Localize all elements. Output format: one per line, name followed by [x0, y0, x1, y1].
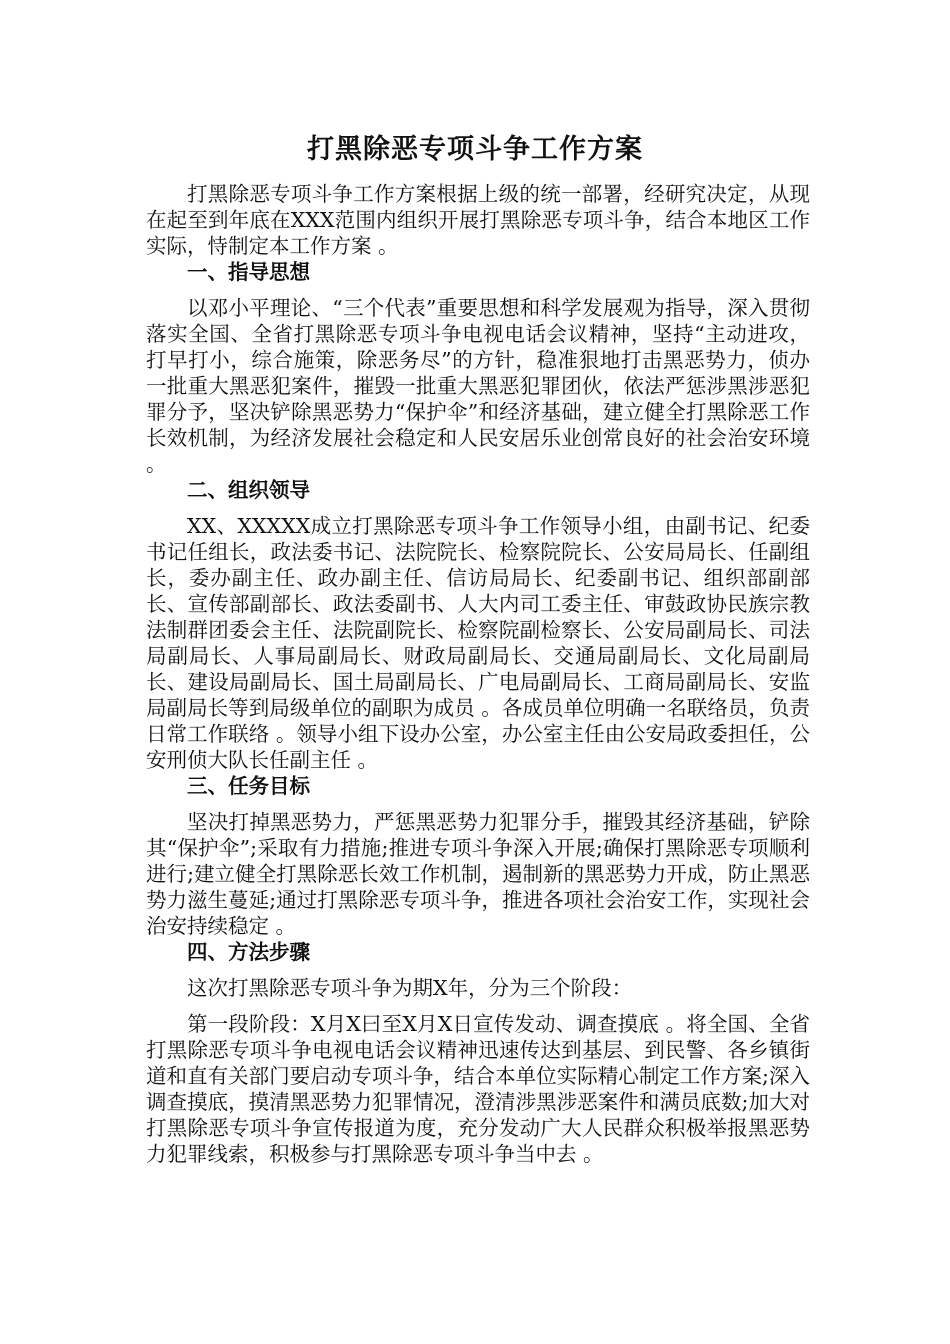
section-paragraph-steps-intro: 这次打黑除恶专项斗争为期X年，分为三个阶段：	[187, 976, 633, 1000]
section-heading-goals: 三、任务目标	[187, 774, 310, 798]
section-heading-steps: 四、方法步骤	[187, 940, 310, 964]
section-paragraph-guiding-thought: 以邓小平理论、“三个代表”重要思想和科学发展观为指导，深入贯彻落实全国、全省打黑除恶专项斗争电视电话会议精神，坚持“主动进攻，打早打小，综合施策，除恶务尽”的方针，稳准狠地打击黑恶势力，侦办一批重大黑恶犯案件，摧毁一批重大黑恶犯罪团伙，依法严惩涉黑涉恶犯罪分予，坚决铲除黑恶势力“保护伞”和经济基础，建立健全打黑除恶工作长效机制，为经济发展社会稳定和人民安居乐业创常良好的社会治安环境 。	[146, 296, 810, 476]
section-heading-organization: 二、组织领导	[187, 478, 310, 502]
section-paragraph-steps-phase-one: 第一段阶段：X月X曰至X月X日宣传发动、调查摸底 。将全国、全省打黑除恶专项斗争电视电话会议精神迅速传达到基层、到民警、各乡镇街道和直有关部门要启动专项斗争，结合本单位实际精心制定工作方案;深入调查摸底，摸清黑恶势力犯罪情况，澄清涉黑涉恶案件和满员底数;加大对打黑除恶专项斗争宣传报道为度，充分发动广大人民群众积极举报黑恶势力犯罪线索，积极参与打黑除恶专项斗争当中去 。	[146, 1012, 810, 1166]
section-paragraph-goals: 坚决打掉黑恶势力，严惩黑恶势力犯罪分手，摧毁其经济基础，铲除其“保护伞”;采取有力措施;推进专项斗争深入开展;确保打黑除恶专项顺利进行;建立健全打黑除恶长效工作机制，遏制新的黑恶势力开成，防止黑恶势力滋生蔓延;通过打黑除恶专项斗争，推进各项社会治安工作，实现社会治安持续稳定 。	[146, 810, 810, 938]
document-body	[146, 181, 810, 1167]
section-paragraph-organization: XX、XXXXX成立打黑除恶专项斗争工作领导小组，由副书记、纪委书记任组长，政法委书记、法院院长、检察院院长、公安局局长、任副组长，委办副主任、政办副主任、信访局局长、纪委副书记、组织部副部长、宣传部副部长、政法委副书、人大内司工委主任、审鼓政协民族宗教法制群团委会主任、法院副院长、检察院副检察长、公安局副局长、司法局副局长、人事局副局长、财政局副局长、交通局副局长、文化局副局长、建设局副局长、国土局副局长、广电局副局长、工商局副局长、安监局副局长等到局级单位的副职为成员 。各成员单位明确一名联络员，负责日常工作联络 。领导小组下设办公室，办公室主任由公安局政委担任，公安刑侦大队长任副主任 。	[146, 514, 810, 772]
section-heading-guiding-thought: 一、指导思想	[187, 260, 310, 284]
document-title: 打黑除恶专项斗争工作方案	[307, 134, 643, 165]
intro-paragraph: 打黑除恶专项斗争工作方案根据上级的统一部署，经研究决定，从现在起至到年底在XXX范围内组织开展打黑除恶专项斗争，结合本地区工作实际，恃制定本工作方案 。	[146, 182, 810, 258]
